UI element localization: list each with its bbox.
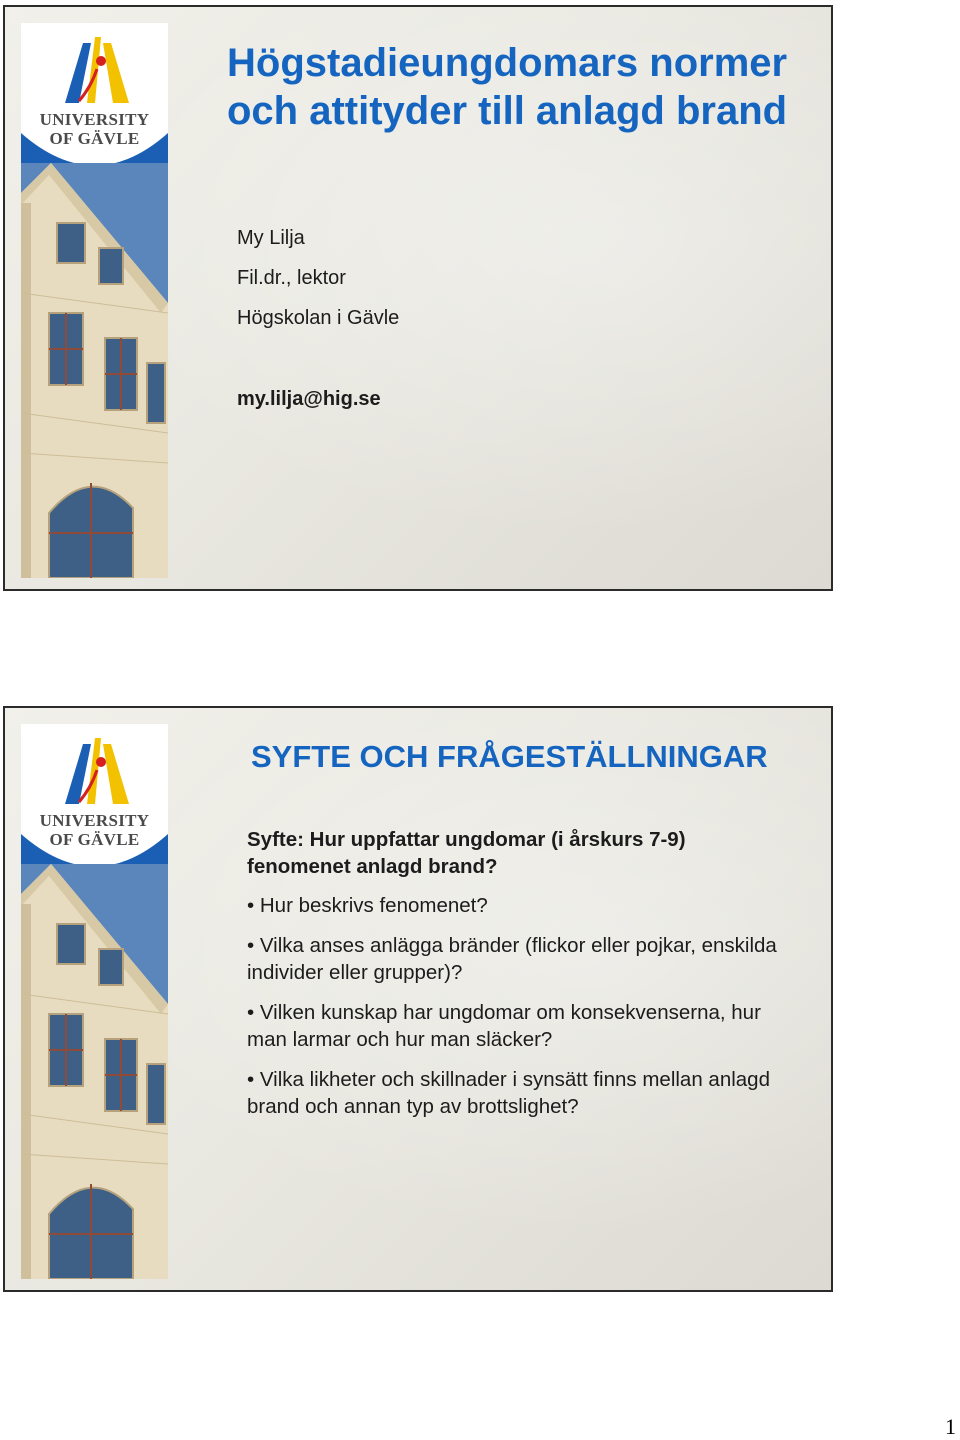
bullet-item: • Vilka likheter och skillnader i synsätt finns mellan anlagd brand och annan typ av brottslighet?	[247, 1068, 770, 1118]
bullet-item: • Hur beskrivs fenomenet?	[247, 894, 488, 917]
building-photo-icon	[21, 163, 168, 578]
affiliation: Högskolan i Gävle	[237, 307, 400, 329]
purpose-statement: Syfte: Hur uppfattar ungdomar (i årskurs 7-9) fenomenet anlagd brand?	[247, 828, 686, 878]
slide-body	[247, 826, 787, 1133]
university-logo-icon	[21, 23, 168, 186]
slide-title: Högstadieungdomars normer och attityder till anlagd brand	[227, 41, 788, 133]
logo-text-line1: UNIVERSITY	[39, 110, 150, 129]
university-logo-icon	[21, 724, 168, 887]
side-panel	[21, 23, 168, 578]
logo-text-line2: OF GÄVLE	[49, 129, 140, 148]
bullet-item: • Vilka anses anlägga bränder (flickor eller pojkar, enskilda individer eller grupper)?	[247, 934, 777, 984]
purpose-slide	[3, 706, 833, 1292]
building-photo-icon	[21, 864, 168, 1279]
university-logo	[21, 23, 168, 186]
logo-text-line1: UNIVERSITY	[39, 811, 150, 830]
page-number: 1	[945, 1414, 956, 1439]
university-logo	[21, 724, 168, 887]
side-panel	[21, 724, 168, 1279]
author-title: Fil.dr., lektor	[237, 267, 346, 289]
slide-title: SYFTE OCH FRÅGESTÄLLNINGAR	[251, 739, 768, 774]
logo-text-line2: OF GÄVLE	[49, 830, 140, 849]
bullet-item: • Vilken kunskap har ungdomar om konsekvenserna, hur man larmar och hur man släcker?	[247, 1001, 761, 1051]
title-slide	[3, 5, 833, 591]
author-name: My Lilja	[237, 227, 305, 249]
email: my.lilja@hig.se	[237, 388, 381, 410]
